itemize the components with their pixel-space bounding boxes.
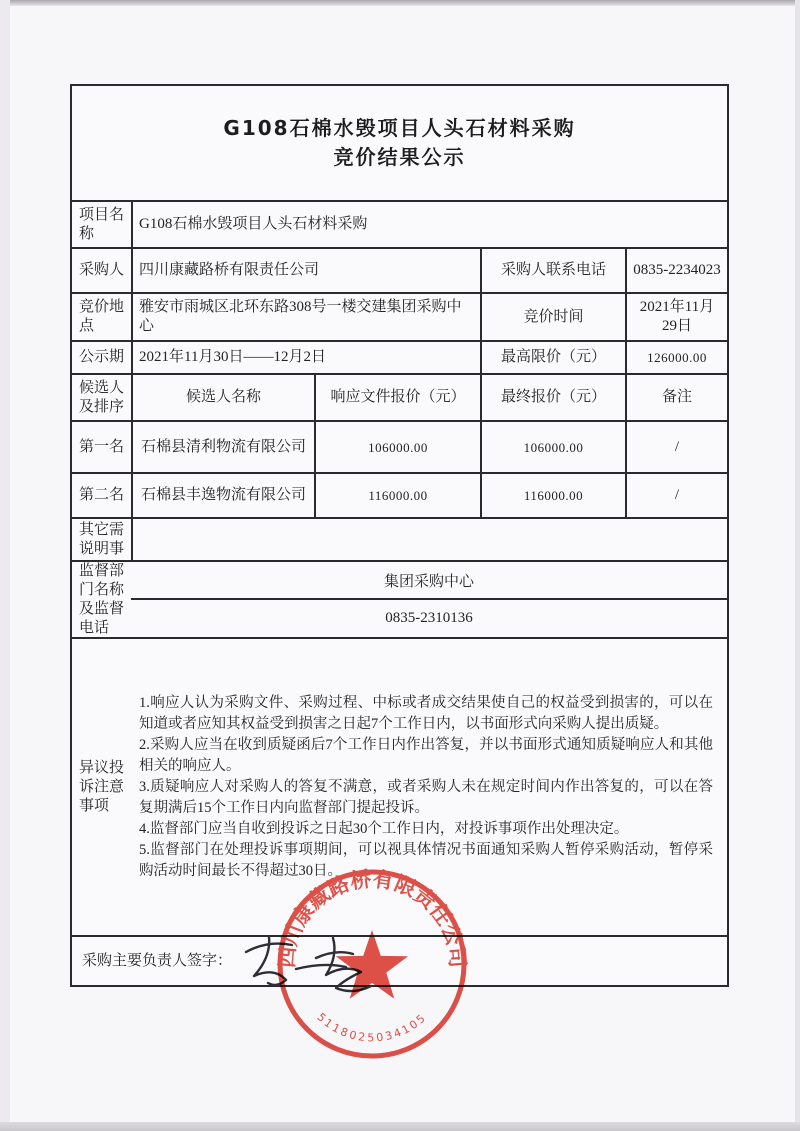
objection-item: 5.监督部门在处理投诉事项期间，可以视具体情况书面通知采购人暂停采购活动，暂停采购活动时间最长不得超过30日。 [139, 841, 713, 879]
svg-text:5118025034105 [314, 1011, 429, 1045]
purchaser-value: 四川康藏路桥有限责任公司 [131, 249, 480, 292]
candidate-final-price: 106000.00 [480, 422, 625, 472]
other-notes-label: 其它需说明事 [79, 521, 125, 557]
max-price-label: 最高限价（元） [480, 342, 625, 373]
bidding-place-value: 雅安市雨城区北环东路308号一楼交建集团采购中心 [131, 294, 480, 340]
objection-item: 2.采购人应当在收到质疑函后7个工作日内作出答复，并以书面形式通知质疑响应人和其他相关的响应人。 [139, 736, 713, 774]
page-title-line2: 竞价结果公示 [333, 145, 466, 169]
supervision-phone: 0835-2310136 [385, 610, 473, 626]
supervision-values [131, 562, 727, 637]
row-project-name [72, 200, 727, 247]
candidate-remark: / [625, 422, 727, 472]
row-purchaser [72, 247, 727, 292]
stamp-star-icon [336, 930, 408, 999]
row-bidding-place [72, 292, 727, 340]
candidates-header-row [72, 373, 727, 420]
supervision-label: 监督部门名称及监督电话 [79, 562, 125, 636]
page-title-line1: G108石棉水毁项目人头石材料采购 [223, 116, 576, 140]
signature-label: 采购主要负责人签字： [82, 952, 233, 969]
bidding-place-label: 竞价地点 [79, 299, 125, 334]
bidding-time-label: 竞价时间 [480, 294, 625, 340]
objection-label: 异议投诉注意事项 [79, 759, 125, 814]
seal-number-text: 5118025034105 [314, 1010, 430, 1045]
candidates-remark-header: 备注 [625, 375, 727, 420]
purchaser-phone-value: 0835-2234023 [625, 249, 727, 292]
purchaser-label: 采购人 [79, 262, 125, 278]
table-row [72, 420, 727, 472]
publicity-period-label: 公示期 [79, 349, 125, 365]
scan-edge-left [0, 0, 10, 1131]
row-supervision [72, 560, 727, 637]
candidate-doc-price: 116000.00 [314, 474, 480, 517]
candidate-final-price: 116000.00 [480, 474, 625, 517]
objection-item: 4.监督部门应当自收到投诉之日起30个工作日内，对投诉事项作出处理决定。 [139, 820, 629, 837]
candidates-final-price-header: 最终报价（元） [480, 375, 625, 420]
row-other-notes [72, 517, 727, 560]
candidate-rank: 第一名 [78, 438, 124, 455]
result-announcement-table [70, 84, 729, 987]
candidate-doc-price: 106000.00 [314, 422, 480, 472]
candidate-name: 石棉县丰逸物流有限公司 [131, 474, 314, 517]
objection-item: 1.响应人认为采购文件、采购过程、中标或者成交结果使自己的权益受到损害的，可以在知道或者应知其权益受到损害之日起7个工作日内，以书面形式向采购人提出质疑。 [139, 694, 713, 732]
scan-edge-bottom [0, 1122, 800, 1131]
candidate-remark: / [625, 474, 727, 517]
candidate-name: 石棉县清利物流有限公司 [131, 422, 314, 472]
title-block [72, 86, 727, 200]
company-seal [272, 864, 472, 1064]
publicity-period-value: 2021年11月30日——12月2日 [131, 342, 480, 373]
row-publicity-period [72, 340, 727, 373]
candidate-rank: 第二名 [78, 487, 124, 503]
table-row [72, 472, 727, 517]
page-title [72, 114, 727, 172]
project-name-value: G108石棉水毁项目人头石材料采购 [131, 202, 727, 247]
project-name-label: 项目名称 [79, 206, 125, 242]
candidates-rank-header: 候选人及排序 [79, 379, 125, 415]
seal-company-text: 四川康藏路桥有限责任公司 [274, 866, 470, 969]
bidding-time-value: 2021年11月29日 [625, 294, 727, 340]
candidates-doc-price-header: 响应文件报价（元） [314, 375, 480, 420]
supervision-department: 集团采购中心 [131, 562, 727, 600]
scan-edge-right [795, 0, 800, 1131]
purchaser-phone-label: 采购人联系电话 [480, 249, 625, 292]
objection-item: 3.质疑响应人对采购人的答复不满意，或者采购人未在规定时间内作出答复的，可以在答复期满后15个工作日内向监督部门提起投诉。 [139, 778, 713, 816]
other-notes-value [131, 519, 727, 560]
scan-edge-top [0, 0, 800, 6]
max-price-value: 126000.00 [625, 342, 727, 373]
candidates-name-header: 候选人名称 [131, 375, 314, 420]
